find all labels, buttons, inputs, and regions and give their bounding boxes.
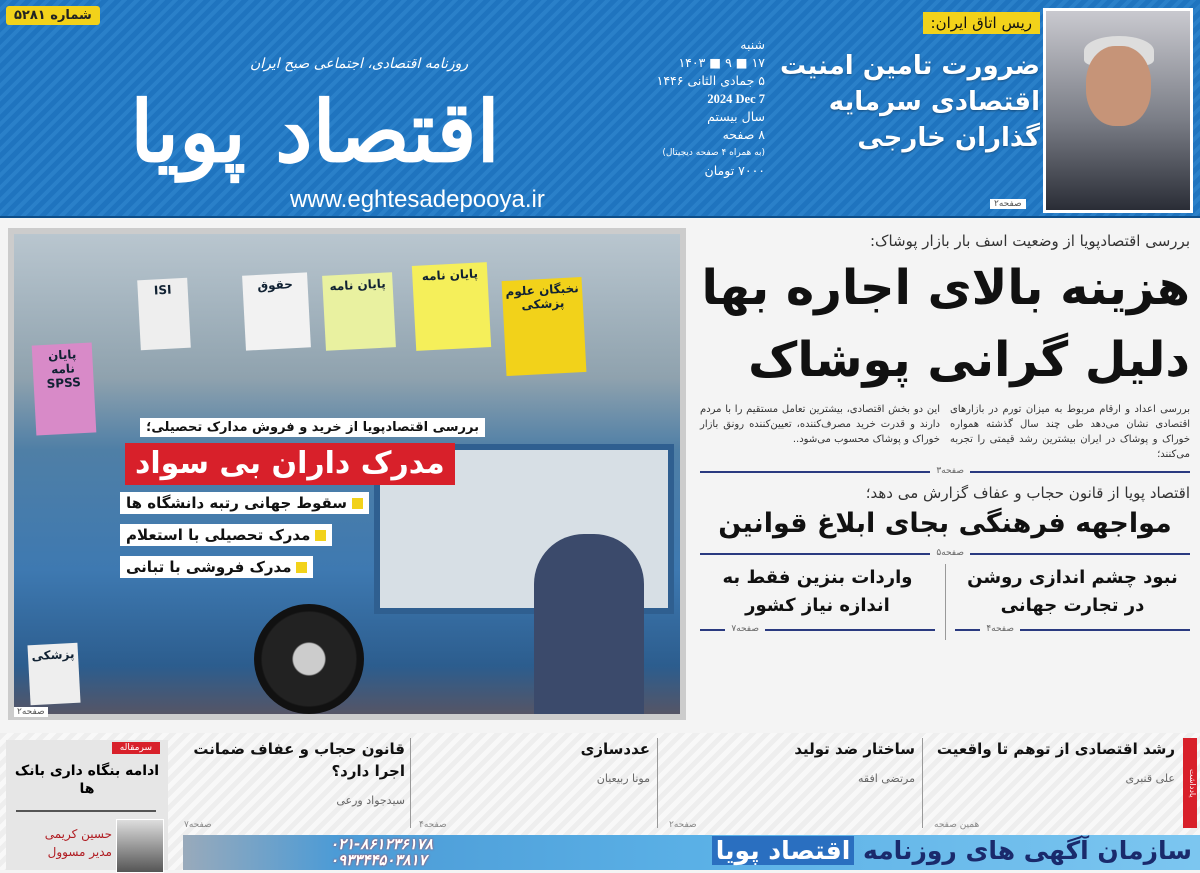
lead-kicker: بررسی اقتصادپویا از وضعیت اسف بار بازار پوشاک:	[869, 232, 1190, 250]
page-ref: صفحه۲	[990, 199, 1026, 209]
issue-number: شماره ۵۲۸۱	[6, 6, 100, 25]
author-name: حسین کریمی	[44, 827, 112, 841]
top-story-headline[interactable]: ضرورت تامین امنیت اقتصادی سرمایه گذاران خارجی	[779, 51, 1040, 153]
right-column	[700, 230, 1190, 640]
editorial-box[interactable]	[6, 740, 168, 870]
price: ۷۰۰۰ تومان	[704, 163, 765, 178]
page-ref: صفحه۷	[725, 623, 765, 635]
year: سال بیستم	[707, 109, 765, 124]
poster: ISI	[137, 278, 191, 351]
divider	[955, 624, 1190, 634]
divider	[945, 564, 946, 640]
brief-headline[interactable]: واردات بنزین فقط به اندازه نیاز کشور	[722, 567, 913, 616]
ad-phones: ۰۲۱-۸۶۱۲۳۶۱۷۸ ۰۹۳۳۴۴۵۰۳۸۱۷	[330, 835, 433, 869]
top-story-photo	[1043, 8, 1193, 213]
bullet-icon	[352, 498, 363, 509]
poster: پزشکی	[27, 643, 80, 706]
pages: ۸ صفحه	[722, 127, 765, 142]
divider	[657, 738, 658, 828]
website-url[interactable]: www.eghtesadepooya.ir	[290, 186, 545, 213]
page-ref: صفحه۴	[980, 623, 1020, 635]
poster: پایان نامه SPSS	[32, 342, 97, 435]
photo-story-headline[interactable]: مدرک داران بی سواد	[125, 443, 455, 485]
bullet-item: مدرک تحصیلی با استعلام	[120, 524, 332, 546]
page-ref: صفحه۵	[930, 547, 970, 559]
woman-figure	[534, 534, 644, 720]
second-kicker: اقتصاد پویا از قانون حجاب و عفاف گزارش می دهد؛	[865, 484, 1190, 502]
lead-column-1: بررسی اعداد و ارقام مربوط به میزان تورم در بازارهای اقتصادی نشان می‌دهد طی چند سال گذشته همواره خوراک و پوشاک در ایران بیشترین رشد قیمتی را تجربه می‌کنند؛	[950, 404, 1190, 460]
gregorian-date: 2024 Dec 7	[707, 92, 765, 106]
author-info	[26, 825, 112, 861]
top-story-kicker: ریس اتاق ایران:	[923, 12, 1040, 34]
poster: نخبگان علوم پزشکی	[502, 277, 587, 376]
brief-item[interactable]	[700, 564, 935, 640]
second-headline[interactable]: مواجهه فرهنگی بجای ابلاغ قوانین	[718, 508, 1172, 539]
bullet-item: سقوط جهانی رتبه دانشگاه ها	[120, 492, 369, 514]
divider	[922, 738, 923, 828]
brief-item[interactable]	[955, 564, 1190, 640]
bullet-icon	[296, 562, 307, 573]
lead-headline[interactable]: هزینه بالای اجاره بها دلیل گرانی پوشاک	[701, 260, 1190, 388]
opinion-item[interactable]: ساختار ضد تولید مرتضی افقه صفحه۲	[669, 740, 915, 830]
divider	[410, 738, 411, 828]
lead-column-2: این دو بخش اقتصادی، بیشترین تعامل مستقیم را با مردم دارند و قدرت خرید مصرف‌کننده، تعیین‌کننده رونق بازار خوراک و پوشاک محسوب می‌شود..	[700, 404, 940, 445]
opinion-item[interactable]: عددسازی مونا ربیعیان صفحه۴	[419, 740, 650, 830]
ad-title: سازمان آگهی های روزنامه اقتصاد پویا	[712, 836, 1192, 865]
notes-tag: یادداشت	[1183, 738, 1197, 828]
photo-story-kicker: بررسی اقتصادپویا از خرید و فروش مدارک تحصیلی؛	[140, 418, 485, 437]
divider	[700, 624, 935, 634]
tagline: روزنامه اقتصادی، اجتماعی صبح ایران	[250, 56, 469, 72]
page-ref: صفحه۲	[14, 707, 48, 717]
page-ref: صفحه۳	[930, 465, 970, 477]
author-role: مدیر مسوول	[47, 845, 112, 859]
jalali-date: ۱۷ ■ ۹ ■ ۱۴۰۳	[678, 55, 765, 70]
bullet-icon	[315, 530, 326, 541]
lead-columns	[700, 402, 1190, 462]
date-block	[615, 36, 765, 180]
opinion-item[interactable]: رشد اقتصادی از توهم تا واقعیت علی قنبری همین صفحه	[934, 740, 1175, 830]
poster: پایان نامه	[322, 272, 396, 351]
poster: حقوق	[242, 272, 311, 350]
poster: پایان نامه	[412, 262, 491, 351]
brief-headline[interactable]: نبود چشم اندازی روشن در تجارت جهانی	[967, 567, 1178, 616]
editorial-tag: سرمقاله	[112, 742, 160, 754]
newspaper-logo: اقتصاد پویا	[130, 82, 500, 181]
bus-wheel	[254, 604, 364, 714]
author-photo	[116, 819, 164, 873]
hijri-date: ۵ جمادی الثانی ۱۴۴۶	[656, 73, 765, 88]
digital-pages: (به همراه ۴ صفحه دیجیتال)	[662, 148, 765, 158]
bullet-item: مدرک فروشی با تبانی	[120, 556, 313, 578]
weekday: شنبه	[740, 37, 765, 52]
divider	[700, 466, 1190, 476]
divider	[16, 810, 156, 812]
divider	[700, 548, 1190, 558]
editorial-title: ادامه بنگاه داری بانک ها	[14, 763, 160, 797]
opinion-item[interactable]: قانون حجاب و عفاف ضمانت اجرا دارد؟ سیدجواد ورعی صفحه۷	[184, 740, 405, 830]
briefs	[700, 564, 1190, 640]
